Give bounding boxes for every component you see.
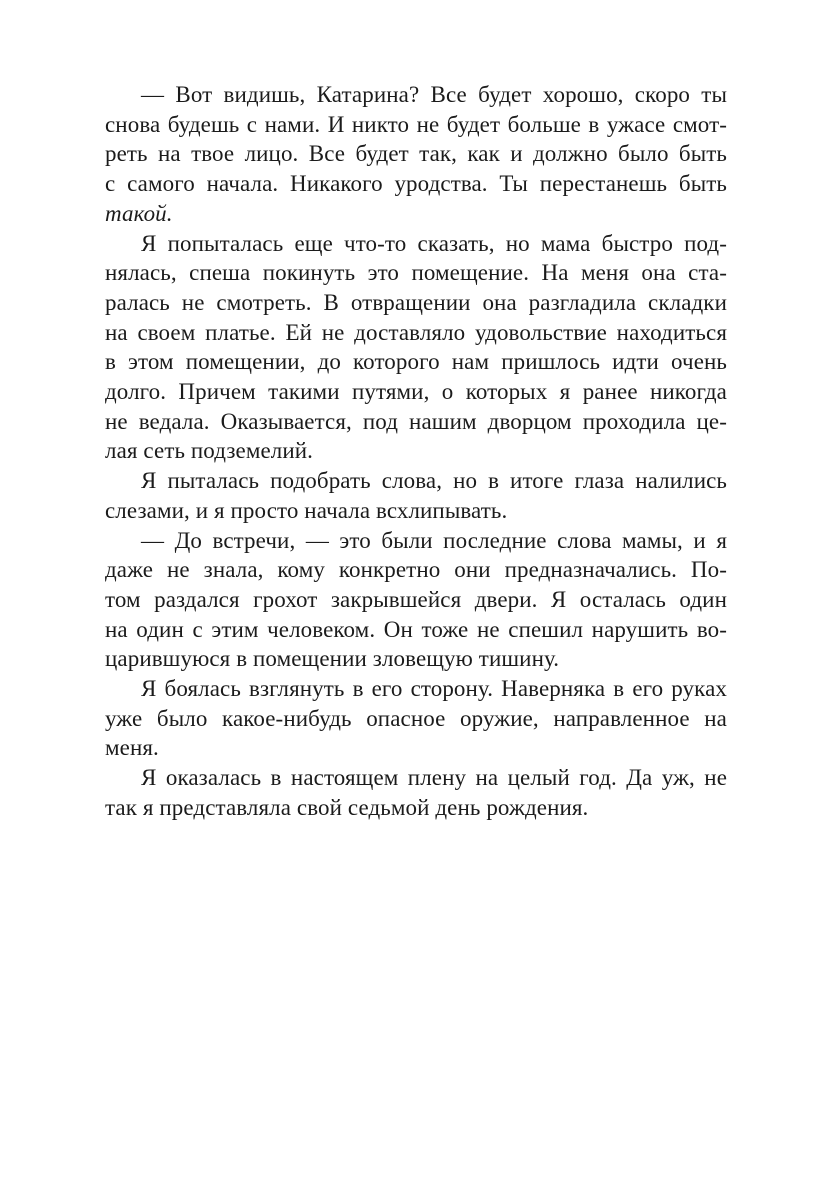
text-line: с самого начала. Никакого уродства. Ты перестанешь быть — [105, 171, 727, 197]
text-line: ралась не смотреть. В отвращении она разгладила складки — [105, 289, 727, 315]
paragraph — [105, 763, 727, 822]
text-line: царившуюся в помещении зловещую тишину. — [105, 646, 560, 672]
text-line: слезами, и я просто начала всхлипывать. — [105, 497, 508, 523]
text-line: не ведала. Оказывается, под нашим дворцом проходила це- — [105, 408, 727, 434]
text-line: долго. Причем такими путями, о которых я ранее никогда — [105, 379, 727, 405]
text-line: лая сеть подземелий. — [105, 438, 314, 464]
text-line: на своем платье. Ей не доставляло удовольствие находиться — [105, 319, 727, 345]
text-line — [105, 199, 727, 229]
paragraph — [105, 229, 727, 467]
paragraph — [105, 526, 727, 675]
text-line: меня. — [105, 735, 159, 761]
text-line: так я представляла свой седьмой день рождения. — [105, 794, 589, 820]
text-line: — До встречи, — это были последние слова мамы, и я — [141, 527, 727, 553]
paragraph — [105, 466, 727, 525]
paragraph — [105, 80, 727, 229]
text-block — [105, 80, 727, 823]
text-line: — Вот видишь, Катарина? Все будет хорошо, скоро ты — [141, 82, 727, 107]
italic-text: такой. — [105, 200, 173, 226]
text-line: снова будешь с нами. И никто не будет больше в ужасе смот- — [105, 111, 727, 137]
text-line: на один с этим человеком. Он тоже не спешил нарушить во- — [105, 616, 727, 642]
text-line: уже было какое-нибудь опасное оружие, направленное на — [105, 705, 727, 731]
text-line: реть на твое лицо. Все будет так, как и должно было быть — [105, 141, 727, 167]
text-line: том раздался грохот закрывшейся двери. Я осталась один — [105, 586, 727, 612]
text-line: Я боялась взглянуть в его сторону. Наверняка в его руках — [141, 676, 727, 702]
text-line: даже не знала, кому конкретно они предназначались. По- — [105, 557, 727, 583]
text-line: Я пыталась подобрать слова, но в итоге глаза налились — [141, 468, 727, 494]
text-line: нялась, спеша покинуть это помещение. На меня она ста- — [105, 260, 727, 286]
text-line: в этом помещении, до которого нам пришлось идти очень — [105, 349, 727, 375]
text-line: Я попыталась еще что-то сказать, но мама быстро под- — [141, 230, 727, 256]
text-line: Я оказалась в настоящем плену на целый год. Да уж, не — [141, 765, 727, 791]
paragraph — [105, 674, 727, 763]
